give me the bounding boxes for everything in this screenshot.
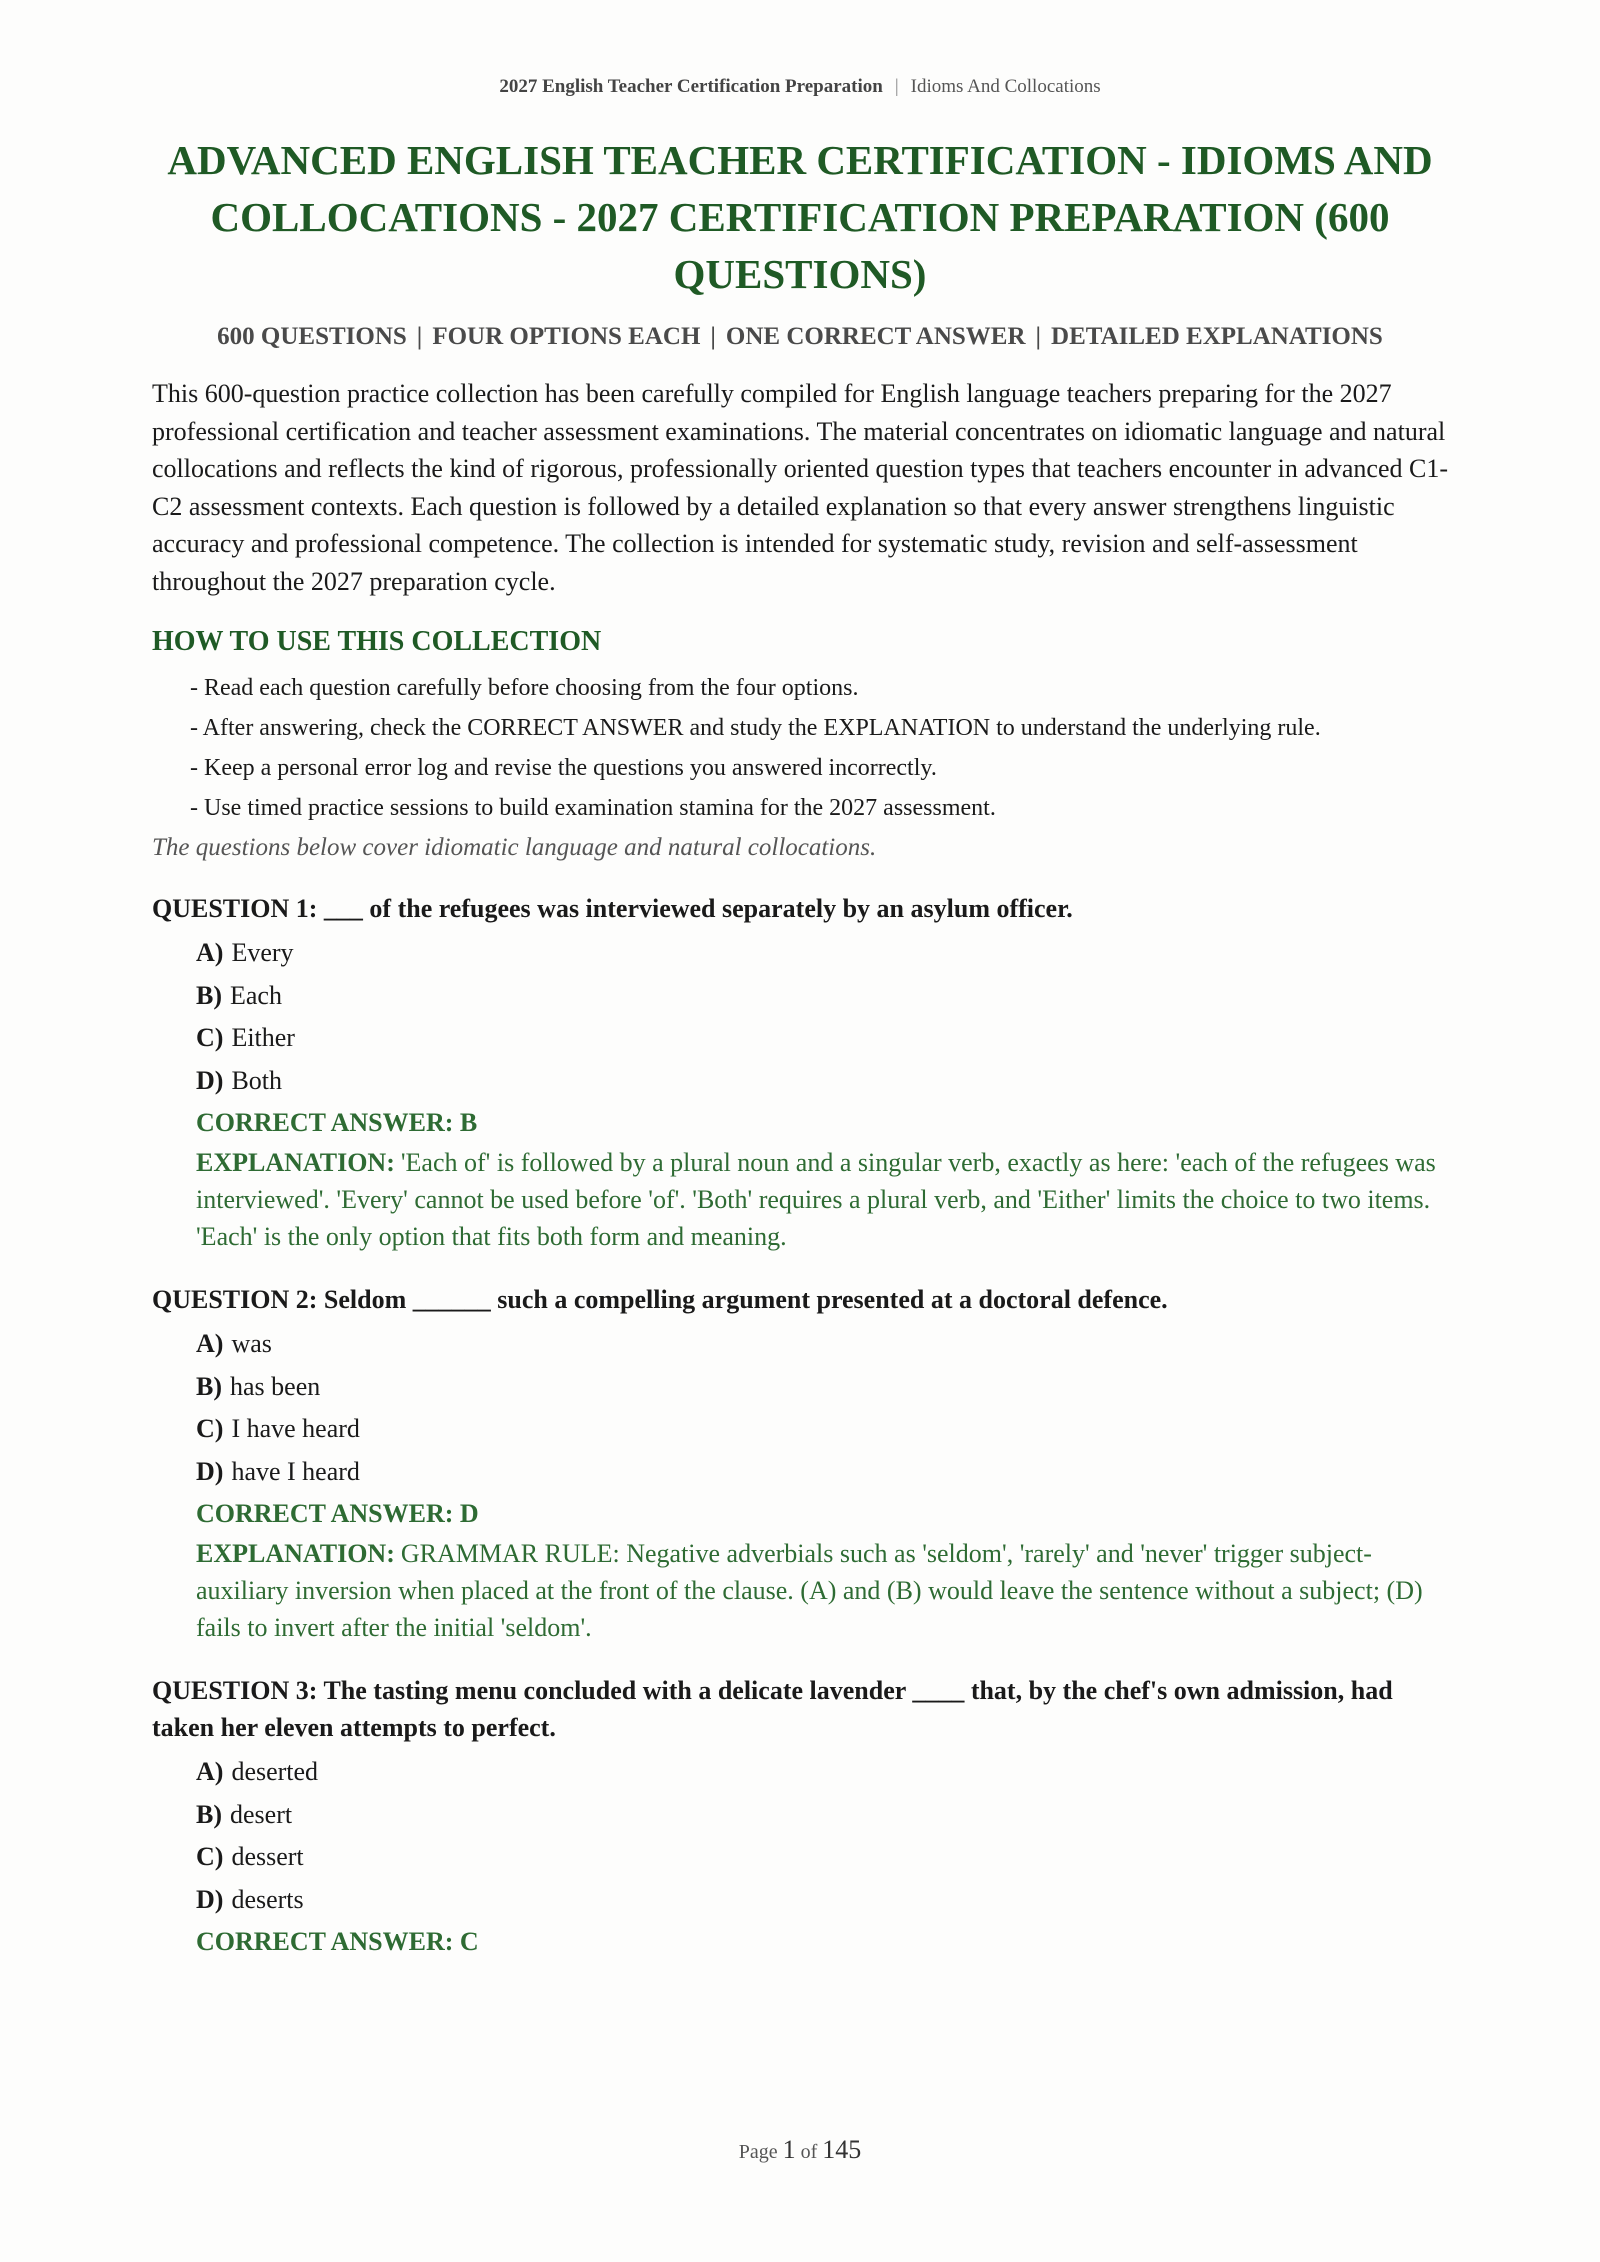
option-text: Either	[231, 1023, 295, 1052]
options-list	[152, 932, 1448, 1102]
question-stem: ___ of the refugees was interviewed separately by an asylum officer.	[323, 894, 1073, 923]
subtitle-item: DETAILED EXPLANATIONS	[1051, 323, 1383, 350]
explanation-text: 'Each of' is followed by a plural noun and a singular verb, exactly as here: 'each of the refugees was interviewed'. 'Every' cannot be used before 'of'. 'Both' requires a plural verb, and 'Either' limits the choice to two items. 'Each' is the only option that fits both form and meaning.	[196, 1148, 1436, 1251]
option-letter: B)	[196, 980, 222, 1010]
how-to-heading: HOW TO USE THIS COLLECTION	[152, 626, 602, 657]
correct-answer: CORRECT ANSWER: B	[196, 1108, 478, 1137]
option-letter: A)	[196, 938, 224, 967]
answer-option-d	[196, 1451, 1448, 1494]
answer-option-c	[196, 1408, 1448, 1451]
option-letter: D)	[196, 1065, 224, 1095]
option-letter: C)	[196, 1842, 224, 1871]
how-to-item: - After answering, check the CORRECT ANSWER and study the EXPLANATION to understand the underlying rule.	[190, 715, 1321, 741]
options-list	[152, 1323, 1448, 1493]
how-to-item: - Use timed practice sessions to build examination stamina for the 2027 assessment.	[190, 795, 996, 821]
option-text: deserted	[231, 1757, 319, 1786]
subtitle-separator: |	[1035, 323, 1042, 350]
option-text: has been	[230, 1371, 321, 1401]
option-text: Every	[231, 938, 294, 967]
subtitle-item: ONE CORRECT ANSWER	[725, 323, 1026, 350]
page-total: 145	[822, 2135, 862, 2164]
question-text	[152, 1281, 1448, 1318]
scope-note: The questions below cover idiomatic language and natural collocations.	[152, 834, 877, 861]
explanation	[152, 1535, 1448, 1646]
question-stem: Seldom ______ such a compelling argument presented at a doctoral defence.	[323, 1285, 1168, 1314]
question-block	[152, 1281, 1448, 1646]
option-letter: C)	[196, 1414, 224, 1443]
answer-option-b	[196, 1794, 1448, 1837]
option-text: desert	[230, 1799, 293, 1829]
correct-answer: CORRECT ANSWER: C	[196, 1927, 479, 1956]
options-list	[152, 1751, 1448, 1921]
option-letter: B)	[196, 1371, 222, 1401]
explanation-label: EXPLANATION:	[196, 1539, 395, 1568]
subtitle-item: 600 QUESTIONS	[217, 323, 407, 350]
answer-option-c	[196, 1017, 1448, 1060]
answer-option-a	[196, 932, 1448, 975]
how-to-item: - Read each question carefully before choosing from the four options.	[190, 675, 859, 701]
question-block	[152, 890, 1448, 1255]
subtitle-separator: |	[710, 323, 716, 350]
answer-option-c	[196, 1836, 1448, 1879]
page-footer	[0, 2135, 1600, 2165]
subtitle-item: FOUR OPTIONS EACH	[432, 323, 701, 350]
question-block	[152, 1672, 1448, 1963]
page-content	[152, 132, 1448, 1963]
intro-paragraph: This 600-question practice collection has been carefully compiled for English language teachers preparing for the 2027 professional certification and teacher assessment examinations. The material concentrates on idiomatic language and natural collocations and reflects the kind of rigorous, professionally oriented question types that teachers encounter in advanced C1-C2 assessment contexts. Each question is followed by a detailed explanation so that every answer strengthens linguistic accuracy and professional competence. The collection is intended for systematic study, revision and self-assessment throughout the 2027 preparation cycle.	[152, 379, 1448, 596]
page-word: Page	[738, 2141, 778, 2163]
option-text: I have heard	[231, 1414, 360, 1443]
question-label: QUESTION 2:	[152, 1285, 318, 1314]
header-separator: |	[894, 76, 899, 97]
explanation-label: EXPLANATION:	[196, 1148, 395, 1177]
answer-option-a	[196, 1323, 1448, 1366]
option-letter: D)	[196, 1884, 224, 1914]
option-text: Both	[231, 1065, 283, 1095]
of-word: of	[800, 2141, 818, 2163]
page-number: 1	[782, 2135, 796, 2164]
how-to-item: - Keep a personal error log and revise the questions you answered incorrectly.	[190, 755, 937, 781]
option-letter: A)	[196, 1329, 224, 1358]
question-text	[152, 1672, 1448, 1746]
option-letter: B)	[196, 1799, 222, 1829]
question-stem: The tasting menu concluded with a delicate lavender ____ that, by the chef's own admission, had taken her eleven attempts to perfect.	[152, 1676, 1393, 1742]
question-label: QUESTION 3:	[152, 1676, 318, 1705]
header-doc-title: 2027 English Teacher Certification Preparation	[499, 76, 883, 97]
question-text	[152, 890, 1448, 927]
answer-option-d	[196, 1060, 1448, 1103]
option-letter: D)	[196, 1456, 224, 1486]
answer-option-a	[196, 1751, 1448, 1794]
option-text: deserts	[231, 1884, 304, 1914]
page-title: ADVANCED ENGLISH TEACHER CERTIFICATION - IDIOMS AND COLLOCATIONS - 2027 CERTIFICATION PREPARATION (600 QUESTIONS)	[167, 137, 1433, 297]
option-text: Each	[230, 980, 282, 1010]
how-to-list	[152, 672, 1448, 825]
answer-option-d	[196, 1879, 1448, 1922]
option-text: have I heard	[231, 1456, 360, 1486]
subtitle-separator: |	[416, 323, 423, 350]
question-label: QUESTION 1:	[152, 894, 318, 923]
option-letter: A)	[196, 1757, 224, 1786]
answer-option-b	[196, 1366, 1448, 1409]
option-letter: C)	[196, 1023, 224, 1052]
correct-answer: CORRECT ANSWER: D	[196, 1499, 479, 1528]
option-text: was	[231, 1329, 272, 1358]
answer-option-b	[196, 975, 1448, 1018]
running-header	[0, 76, 1600, 98]
subtitle-bar	[152, 323, 1448, 351]
option-text: dessert	[231, 1842, 304, 1871]
explanation	[152, 1144, 1448, 1255]
header-section-name: Idioms And Collocations	[910, 76, 1101, 97]
explanation-text: GRAMMAR RULE: Negative adverbials such as 'seldom', 'rarely' and 'never' trigger subject-auxiliary inversion when placed at the front of the clause. (A) and (B) would leave the sentence without a subject; (D) fails to invert after the initial 'seldom'.	[196, 1539, 1423, 1642]
